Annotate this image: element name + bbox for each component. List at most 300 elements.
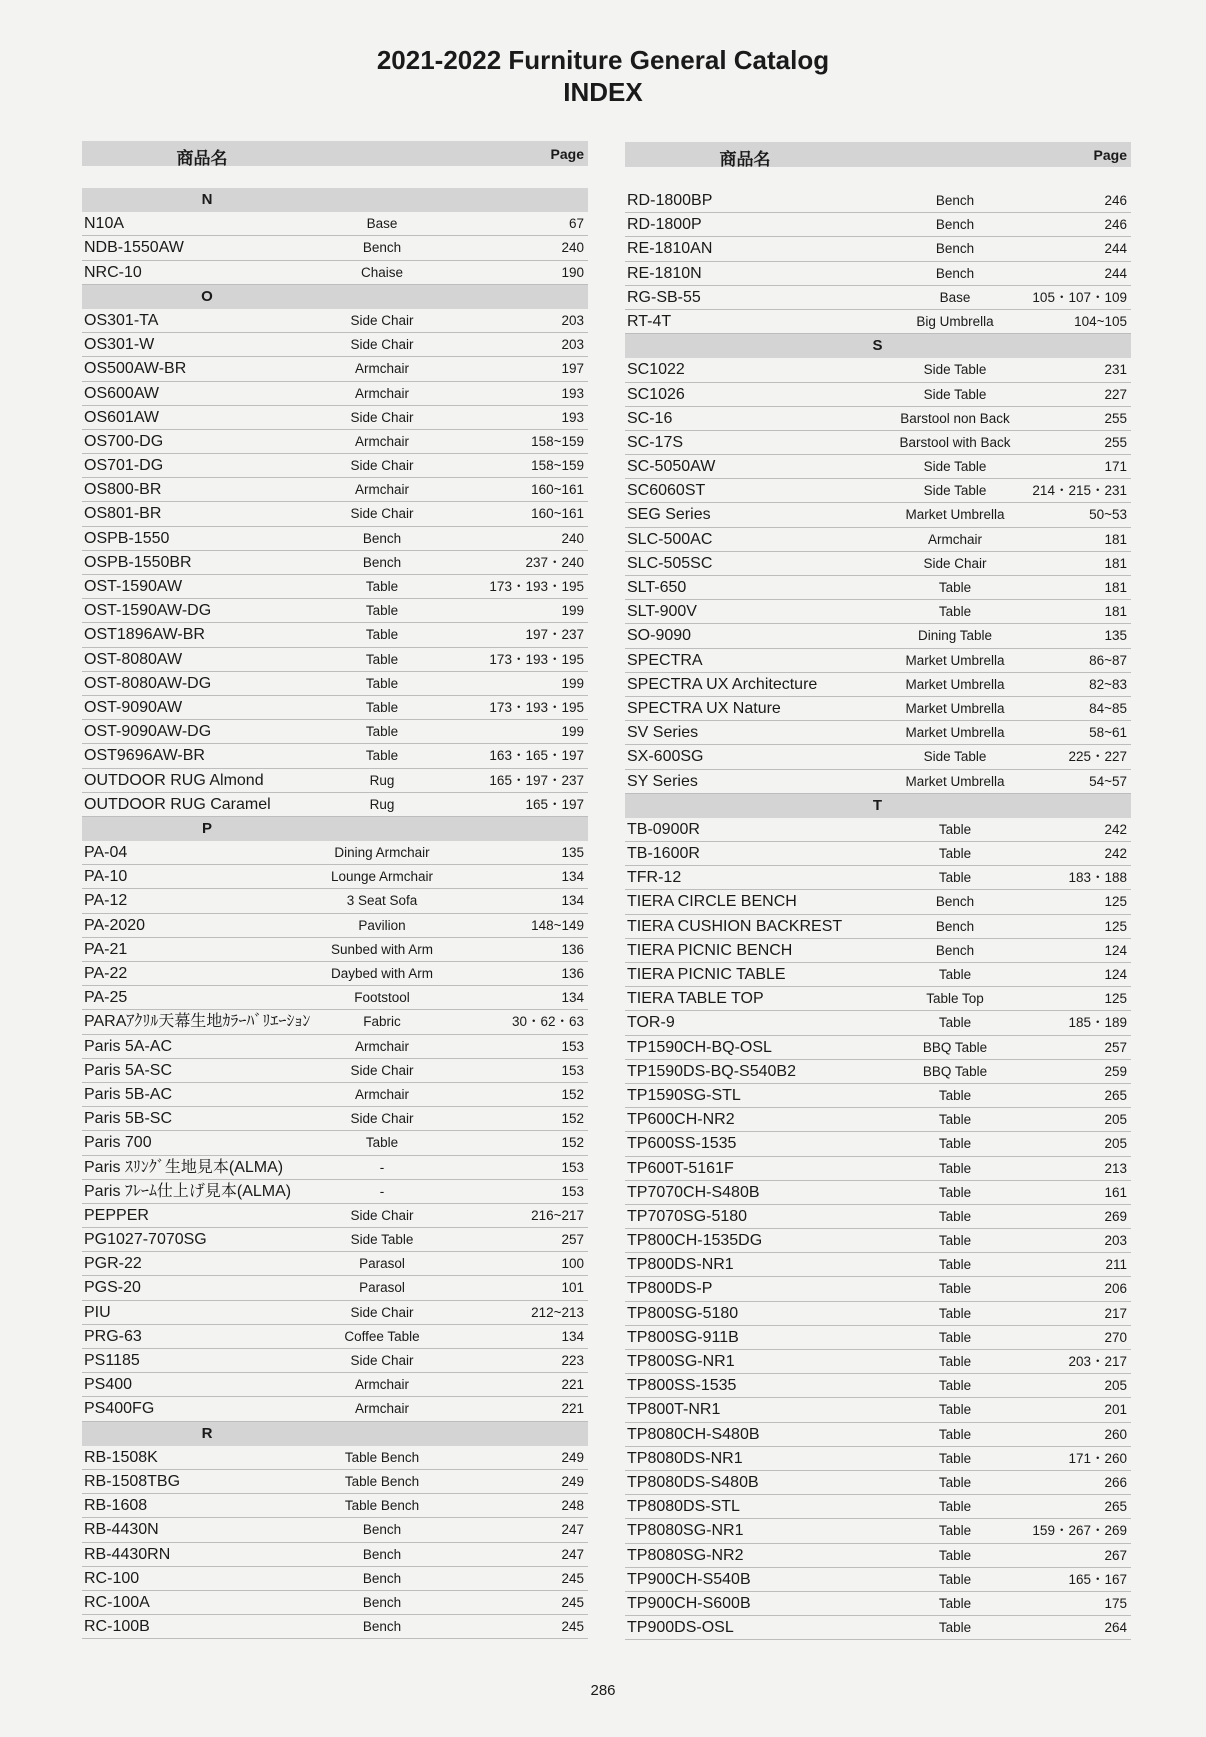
category: Table xyxy=(938,1595,972,1611)
product-name: OSPB-1550 xyxy=(84,529,170,547)
index-row xyxy=(82,1397,588,1421)
category: Bench xyxy=(935,193,975,208)
index-row xyxy=(82,527,588,551)
category: Bench xyxy=(935,918,975,934)
page-ref: 206 xyxy=(1104,1281,1127,1297)
product-name: OS601AW xyxy=(84,408,159,426)
index-row xyxy=(625,286,1131,310)
page-ref: 190 xyxy=(561,264,584,280)
product-name: TB-1600R xyxy=(627,845,700,863)
index-row xyxy=(625,600,1131,624)
category: Table xyxy=(938,1305,972,1321)
category: Table xyxy=(938,1620,972,1636)
index-row xyxy=(625,1495,1131,1519)
title-line-2: INDEX xyxy=(563,77,643,107)
index-row xyxy=(625,1519,1131,1543)
page-ref: 30・62・63 xyxy=(511,1014,584,1030)
page-ref: 246 xyxy=(1104,193,1127,208)
index-row xyxy=(625,866,1131,890)
product-name: SC1022 xyxy=(627,361,685,379)
product-name: TIERA TABLE TOP xyxy=(627,990,764,1008)
category: Table xyxy=(938,967,972,982)
product-name: TP8080DS-S480B xyxy=(627,1473,759,1491)
page-ref: 163・165・197 xyxy=(489,748,584,764)
category: Bench xyxy=(935,894,975,910)
category: Table xyxy=(938,1354,972,1369)
category: BBQ Table xyxy=(922,1063,988,1079)
category: Armchair xyxy=(354,1377,409,1393)
index-row xyxy=(625,213,1131,237)
index-row xyxy=(625,939,1131,963)
product-name: SC-5050AW xyxy=(627,458,716,476)
product-name: SLT-900V xyxy=(627,603,697,621)
index-row xyxy=(625,1471,1131,1495)
product-name: OUTDOOR RUG Caramel xyxy=(84,795,271,813)
index-row xyxy=(625,1326,1131,1350)
index-row xyxy=(625,1181,1131,1205)
category: Bench xyxy=(935,241,975,257)
product-name: RB-4430RN xyxy=(84,1545,171,1563)
category: Table xyxy=(938,1474,972,1490)
product-name: RC-100A xyxy=(84,1593,150,1611)
page-ref: 134 xyxy=(561,1328,584,1344)
index-row xyxy=(625,503,1131,527)
category: Table xyxy=(938,846,972,862)
product-name: RD-1800BP xyxy=(627,192,713,209)
category: - xyxy=(379,1159,385,1175)
category: Table xyxy=(938,1499,972,1515)
page-ref: 246 xyxy=(1104,217,1127,233)
product-name: TP8080SG-NR1 xyxy=(627,1522,744,1540)
page-ref: 148~149 xyxy=(531,917,584,933)
category: Armchair xyxy=(354,482,409,498)
page-ref: 245 xyxy=(561,1570,584,1586)
page-ref: 237・240 xyxy=(525,554,584,570)
product-name: PS400 xyxy=(84,1376,133,1394)
index-row xyxy=(625,479,1131,503)
category: Armchair xyxy=(354,1401,409,1417)
index-row xyxy=(82,769,588,793)
index-row xyxy=(82,1470,588,1494)
product-name: Paris ｽﾘﾝｸﾞ生地見本(ALMA) xyxy=(84,1158,284,1176)
page-ref: 58~61 xyxy=(1089,725,1127,741)
category: Side Table xyxy=(923,386,987,402)
section-header xyxy=(82,817,588,841)
category: Side Chair xyxy=(350,337,414,353)
index-row xyxy=(625,1544,1131,1568)
category: Table xyxy=(365,627,399,643)
index-row xyxy=(625,1447,1131,1471)
page-ref: 199 xyxy=(561,603,584,619)
category: Armchair xyxy=(354,1038,409,1054)
page-ref: 217 xyxy=(1104,1305,1127,1321)
page-ref: 181 xyxy=(1104,555,1127,571)
product-name: TP600SS-1535 xyxy=(627,1135,737,1153)
category: Table xyxy=(365,748,399,764)
page-ref: 173・193・195 xyxy=(489,579,584,594)
page-ref: 105・107・109 xyxy=(1032,289,1127,305)
index-row xyxy=(82,696,588,720)
category: Bench xyxy=(935,265,975,281)
category: Table xyxy=(938,1426,972,1442)
index-row xyxy=(82,333,588,357)
page-ref: 153 xyxy=(561,1159,584,1175)
product-name: OST-1590AW-DG xyxy=(84,602,212,620)
index-row xyxy=(625,1350,1131,1374)
page-ref: 255 xyxy=(1104,434,1127,450)
index-row xyxy=(625,383,1131,407)
index-row xyxy=(625,1302,1131,1326)
index-row xyxy=(82,1543,588,1567)
index-row xyxy=(625,1423,1131,1447)
page-ref: 231 xyxy=(1104,362,1127,378)
page-ref: 199 xyxy=(561,675,584,691)
category: Daybed with Arm xyxy=(330,966,434,981)
index-row xyxy=(82,1276,588,1300)
category: Bench xyxy=(362,554,402,570)
category: Table xyxy=(938,1402,972,1418)
product-name: TB-0900R xyxy=(627,820,700,838)
category: Table xyxy=(938,1015,972,1031)
index-row xyxy=(625,431,1131,455)
category: Table xyxy=(938,1257,972,1273)
category: Bench xyxy=(362,530,402,546)
product-name: TP600T-5161F xyxy=(627,1159,734,1177)
page-ref: 266 xyxy=(1104,1474,1127,1490)
page-ref: 134 xyxy=(561,893,584,909)
page-ref: 249 xyxy=(561,1473,584,1489)
product-name: SC-17S xyxy=(627,433,684,451)
page-ref: 135 xyxy=(1104,628,1127,644)
category: Market Umbrella xyxy=(905,676,1005,692)
category: Armchair xyxy=(354,361,409,377)
index-row xyxy=(82,1010,588,1034)
page-ref: 104~105 xyxy=(1074,313,1127,329)
category: Sunbed with Arm xyxy=(330,941,434,957)
page-number: 286 xyxy=(590,1682,616,1699)
category: Table xyxy=(938,1184,972,1200)
page-ref: 205 xyxy=(1104,1378,1127,1394)
category: Table Bench xyxy=(344,1498,420,1514)
index-row xyxy=(82,1373,588,1397)
page-ref: 193 xyxy=(561,409,584,425)
section-header xyxy=(82,1422,588,1446)
page-ref: 255 xyxy=(1104,410,1127,426)
index-row xyxy=(82,841,588,865)
index-row xyxy=(625,673,1131,697)
category: Table xyxy=(938,604,972,620)
category: Coffee Table xyxy=(344,1328,420,1344)
product-name: SX-600SG xyxy=(627,748,704,766)
category: Chaise xyxy=(360,264,404,280)
page-ref: 242 xyxy=(1104,821,1127,837)
product-name: TP800SG-911B xyxy=(627,1328,739,1346)
category: Table xyxy=(365,1135,399,1151)
product-name: OSPB-1550BR xyxy=(84,553,192,571)
product-name: TP1590SG-STL xyxy=(627,1086,741,1104)
index-row xyxy=(625,818,1131,842)
page-ref: 136 xyxy=(561,941,584,957)
category: Dining Table xyxy=(917,628,993,644)
page-ref: 265 xyxy=(1104,1087,1127,1103)
index-row xyxy=(82,914,588,938)
category: Footstool xyxy=(354,990,410,1006)
index-row xyxy=(82,793,588,817)
page-ref: 152 xyxy=(561,1086,584,1102)
category: Side Chair xyxy=(350,1304,414,1320)
product-name: PG1027-7070SG xyxy=(84,1231,207,1249)
product-name: SV Series xyxy=(627,724,699,742)
index-row xyxy=(625,963,1131,987)
product-name: Paris 5B-AC xyxy=(84,1085,173,1103)
index-row xyxy=(82,744,588,768)
page-ref: 134 xyxy=(561,869,584,885)
page-ref: 84~85 xyxy=(1089,700,1127,716)
product-name: NRC-10 xyxy=(84,263,142,281)
category: Table xyxy=(365,651,399,667)
product-name: RE-1810N xyxy=(627,264,702,282)
page-ref: 181 xyxy=(1104,604,1127,620)
page-ref: 265 xyxy=(1104,1499,1127,1515)
page-ref: 134 xyxy=(561,990,584,1006)
index-row xyxy=(625,1157,1131,1181)
index-row xyxy=(82,938,588,962)
page-ref: 124 xyxy=(1104,942,1127,958)
index-row xyxy=(625,1036,1131,1060)
product-name: TP7070SG-5180 xyxy=(627,1207,748,1225)
page-ref: 247 xyxy=(561,1522,584,1538)
index-row xyxy=(82,212,588,236)
index-row xyxy=(625,1374,1131,1398)
page-ref: 160~161 xyxy=(531,482,584,498)
page-ref: 101 xyxy=(561,1280,584,1296)
page-ref: 248 xyxy=(561,1498,584,1514)
index-row xyxy=(625,1132,1131,1156)
index-row xyxy=(82,962,588,986)
index-row xyxy=(625,358,1131,382)
page-ref: 153 xyxy=(561,1062,584,1078)
product-name: SPECTRA UX Nature xyxy=(627,699,781,717)
category: Market Umbrella xyxy=(905,507,1005,523)
category: Table xyxy=(365,603,399,619)
page-ref: 245 xyxy=(561,1619,584,1635)
category: Dining Armchair xyxy=(334,845,430,861)
page-ref: 124 xyxy=(1104,967,1127,982)
product-name: OS600AW xyxy=(84,384,159,402)
page-ref: 201 xyxy=(1104,1402,1127,1418)
category: Barstool with Back xyxy=(899,434,1011,450)
category: Parasol xyxy=(359,1280,405,1296)
page-ref: 158~159 xyxy=(531,433,584,449)
page-ref: 165・197・237 xyxy=(489,772,584,788)
category: Big Umbrella xyxy=(916,313,994,329)
product-name: Paris 700 xyxy=(84,1134,152,1152)
product-name: OS800-BR xyxy=(84,481,162,499)
index-row xyxy=(82,1446,588,1470)
category: Table xyxy=(938,1571,972,1587)
product-name: SY Series xyxy=(627,772,698,790)
product-name: PA-04 xyxy=(84,844,128,862)
section-letter: N xyxy=(201,191,213,208)
category: Armchair xyxy=(354,1086,409,1102)
page-ref: 225・227 xyxy=(1068,749,1127,765)
product-name: N10A xyxy=(84,215,125,233)
page-ref: 153 xyxy=(561,1183,584,1199)
product-name: OST-9090AW-DG xyxy=(84,723,212,741)
product-name: SPECTRA xyxy=(627,651,703,669)
product-name: PA-21 xyxy=(84,940,128,958)
page-ref: 173・193・195 xyxy=(489,651,584,667)
page-ref: 227 xyxy=(1104,386,1127,402)
category: Table Bench xyxy=(344,1473,420,1489)
category: Market Umbrella xyxy=(905,725,1005,741)
product-name: TP7070CH-S480B xyxy=(627,1183,760,1201)
product-name: SO-9090 xyxy=(627,627,692,645)
product-name: TP900CH-S600B xyxy=(627,1594,751,1612)
category: Lounge Armchair xyxy=(330,869,434,885)
page-ref: 267 xyxy=(1104,1547,1127,1563)
page-ref: 259 xyxy=(1104,1063,1127,1079)
page-ref: 173・193・195 xyxy=(489,699,584,715)
category: Table xyxy=(938,1136,972,1152)
product-name: TP800T-NR1 xyxy=(627,1401,721,1419)
category: Side Chair xyxy=(923,555,987,571)
index-column-left xyxy=(82,141,588,1639)
page-ref: 216~217 xyxy=(531,1207,584,1223)
index-row xyxy=(82,889,588,913)
index-row xyxy=(625,890,1131,914)
index-row xyxy=(625,1108,1131,1132)
section-letter: T xyxy=(872,796,883,814)
page-ref: 221 xyxy=(561,1401,584,1417)
page-ref: 152 xyxy=(561,1111,584,1127)
index-row xyxy=(82,1494,588,1518)
product-name: TP1590DS-BQ-S540B2 xyxy=(627,1062,796,1080)
section-header xyxy=(82,188,588,212)
product-name: PS1185 xyxy=(84,1352,140,1369)
product-name: RG-SB-55 xyxy=(627,288,701,306)
product-name: TP800SG-5180 xyxy=(627,1304,739,1322)
product-name: SC6060ST xyxy=(627,482,706,500)
index-row xyxy=(625,842,1131,866)
page-ref: 249 xyxy=(561,1449,584,1465)
header-page: Page xyxy=(1093,147,1127,163)
index-row xyxy=(625,1060,1131,1084)
category: Bench xyxy=(362,1594,402,1610)
product-name: RC-100B xyxy=(84,1618,150,1636)
header-product-name: 商品名 xyxy=(176,149,228,168)
page-ref: 205 xyxy=(1104,1136,1127,1152)
product-name: TP8080CH-S480B xyxy=(627,1425,760,1443)
index-row xyxy=(625,649,1131,673)
index-row xyxy=(82,720,588,744)
page-ref: 203・217 xyxy=(1068,1354,1127,1369)
page-ref: 203 xyxy=(1104,1233,1127,1249)
category: Side Table xyxy=(923,459,987,475)
page-ref: 205 xyxy=(1104,1112,1127,1128)
product-name: TIERA PICNIC BENCH xyxy=(627,941,793,959)
product-name: OST1896AW-BR xyxy=(84,626,205,644)
product-name: TIERA PICNIC TABLE xyxy=(627,966,786,983)
product-name: OST-1590AW xyxy=(84,578,183,595)
section-letter: S xyxy=(872,337,883,355)
category: Side Chair xyxy=(350,1353,414,1368)
index-row xyxy=(82,1325,588,1349)
index-row xyxy=(82,1301,588,1325)
index-row xyxy=(625,987,1131,1011)
category: Table xyxy=(938,821,972,837)
page-ref: 125 xyxy=(1104,918,1127,934)
index-row xyxy=(82,1083,588,1107)
category: Table xyxy=(938,1233,972,1249)
section-header xyxy=(625,334,1131,358)
index-row xyxy=(625,697,1131,721)
index-row xyxy=(82,1107,588,1131)
product-name: PARAｱｸﾘﾙ天幕生地ｶﾗｰﾊﾞﾘｴｰｼｮﾝ xyxy=(84,1013,311,1031)
page-ref: 244 xyxy=(1104,241,1127,257)
section-header xyxy=(625,794,1131,818)
page-ref: 160~161 xyxy=(531,506,584,522)
index-row xyxy=(82,478,588,502)
page-ref: 165・197 xyxy=(525,796,584,812)
category: Table xyxy=(938,1208,972,1224)
header-page: Page xyxy=(550,146,584,162)
product-name: TIERA CIRCLE BENCH xyxy=(627,893,797,911)
product-name: Paris ﾌﾚｰﾑ仕上げ見本(ALMA) xyxy=(84,1182,292,1200)
product-name: TIERA CUSHION BACKREST xyxy=(627,917,843,935)
index-row xyxy=(82,1228,588,1252)
product-name: PGS-20 xyxy=(84,1279,141,1297)
index-row xyxy=(625,745,1131,769)
product-name: PA-2020 xyxy=(84,916,146,934)
index-row xyxy=(82,1204,588,1228)
index-row xyxy=(625,189,1131,213)
index-row xyxy=(625,455,1131,479)
index-row xyxy=(625,1277,1131,1301)
index-row xyxy=(82,1156,588,1180)
index-row xyxy=(625,624,1131,648)
index-row xyxy=(82,575,588,599)
page-ref: 257 xyxy=(561,1232,584,1248)
category: Side Chair xyxy=(350,312,414,328)
page-ref: 203 xyxy=(561,337,584,353)
header-product-name: 商品名 xyxy=(719,150,771,169)
page-ref: 135 xyxy=(561,845,584,861)
index-column-right xyxy=(625,142,1131,1640)
category: Table xyxy=(938,1329,972,1345)
index-row xyxy=(625,576,1131,600)
index-row xyxy=(625,1229,1131,1253)
category: - xyxy=(379,1183,385,1199)
category: Bench xyxy=(935,217,975,233)
category: Side Chair xyxy=(350,1111,414,1127)
index-rows-left xyxy=(82,188,588,1639)
page-ref: 159・267・269 xyxy=(1032,1523,1127,1539)
page-ref: 240 xyxy=(561,240,584,256)
page-ref: 213 xyxy=(1104,1160,1127,1176)
index-row xyxy=(625,1568,1131,1592)
category: Armchair xyxy=(927,531,982,547)
category: Pavilion xyxy=(358,917,406,933)
category: Fabric xyxy=(363,1014,401,1030)
page-ref: 244 xyxy=(1104,265,1127,281)
category: Side Table xyxy=(923,362,987,378)
category: Base xyxy=(939,289,971,305)
product-name: TFR-12 xyxy=(627,869,682,887)
category: Side Table xyxy=(923,749,987,765)
category: 3 Seat Sofa xyxy=(346,893,418,909)
product-name: RC-100 xyxy=(84,1569,140,1587)
